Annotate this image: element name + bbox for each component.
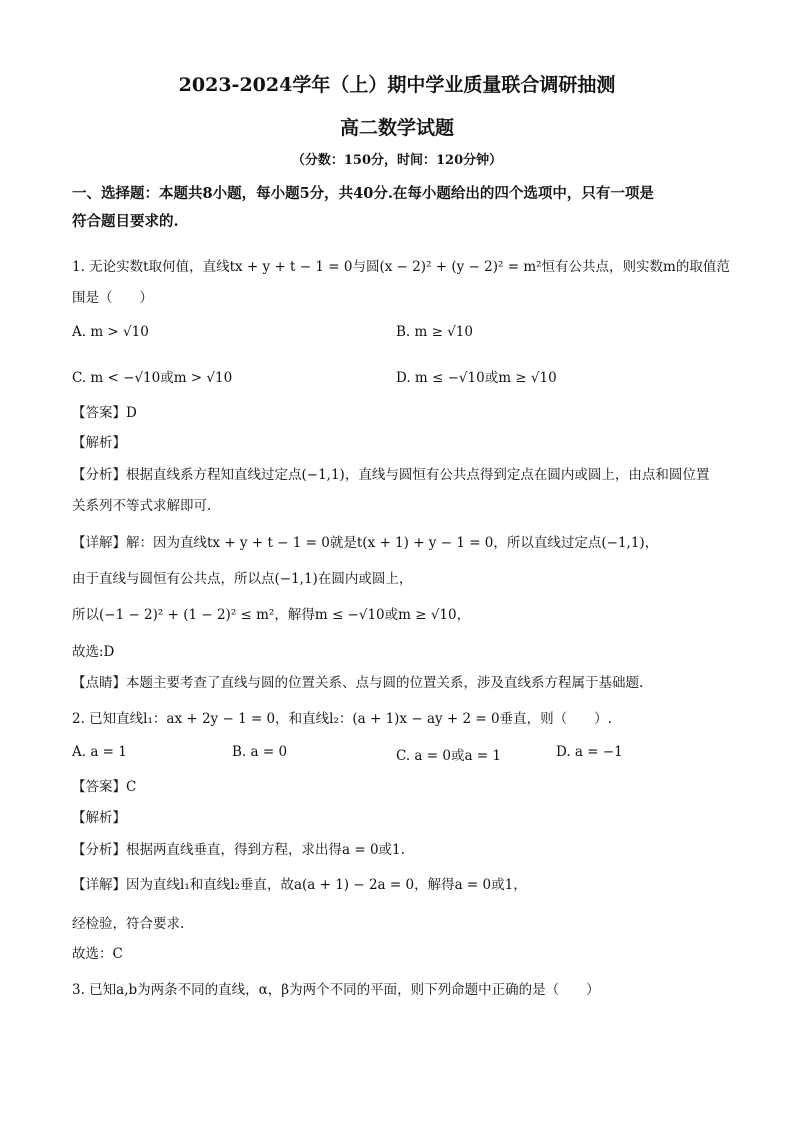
q1-option-c: C. m < −√10或m > √10 [72, 370, 233, 386]
q2-option-c: C. a = 0或a = 1 [396, 748, 501, 764]
q1-fenxi-line1: 【分析】根据直线系方程知直线过定点(−1,1)，直线与圆恒有公共点得到定点在圆内或圆上，由点和圆位置 [72, 467, 710, 483]
q1-analysis-label: 【解析】 [72, 435, 126, 451]
section-heading-line1: 一、选择题：本题共8小题，每小题5分，共40分.在每小题给出的四个选项中，只有一项是 [72, 185, 654, 202]
q1-choose: 故选:D [72, 644, 115, 660]
exam-subject: 高二数学试题 [339, 117, 454, 139]
q1-xiangjie-line3: 所以(−1 − 2)² + (1 − 2)² ≤ m²，解得m ≤ −√10或m ≥ √10， [72, 607, 471, 623]
q2-stem: 2. 已知直线l₁：ax + 2y − 1 = 0，和直线l₂：(a + 1)x − ay + 2 = 0垂直，则（ ）. [72, 711, 612, 727]
exam-info: （分数：150分，时间：120分钟） [291, 153, 503, 168]
q1-dianjing: 【点睛】本题主要考查了直线与圆的位置关系、点与圆的位置关系，涉及直线系方程属于基础题. [72, 675, 644, 691]
q2-option-a: A. a = 1 [72, 744, 127, 760]
q1-option-b: B. m ≥ √10 [396, 324, 473, 340]
q2-answer: 【答案】C [72, 779, 137, 795]
q1-xiangjie-line1: 【详解】解：因为直线tx + y + t − 1 = 0就是t(x + 1) + y − 1 = 0，所以直线过定点(−1,1)， [72, 535, 659, 551]
q1-stem-line2: 围是（ ） [72, 290, 153, 306]
q1-stem-line1: 1. 无论实数t取何值，直线tx + y + t − 1 = 0与圆(x − 2)² + (y − 2)² = m²恒有公共点，则实数m的取值范 [72, 259, 730, 275]
q2-option-d: D. a = −1 [556, 744, 623, 760]
q1-fenxi-line2: 关系列不等式求解即可. [72, 498, 212, 514]
q2-xiangjie: 【详解】因为直线l₁和直线l₂垂直，故a(a + 1) − 2a = 0，解得a = 0或1， [72, 877, 527, 893]
q3-stem: 3. 已知a,b为两条不同的直线，α，β为两个不同的平面，则下列命题中正确的是（ ） [72, 982, 600, 998]
q1-option-a: A. m > √10 [72, 324, 149, 340]
section-heading-line2: 符合题目要求的. [72, 213, 179, 230]
q2-choose: 故选：C [72, 946, 123, 962]
q2-check: 经检验，符合要求. [72, 916, 185, 932]
q1-option-d: D. m ≤ −√10或m ≥ √10 [396, 370, 557, 386]
q2-fenxi: 【分析】根据两直线垂直，得到方程，求出得a = 0或1. [72, 842, 405, 858]
exam-title: 2023-2024学年（上）期中学业质量联合调研抽测 [178, 74, 616, 96]
q1-xiangjie-line2: 由于直线与圆恒有公共点，所以点(−1,1)在圆内或圆上， [72, 571, 413, 587]
q2-option-b: B. a = 0 [232, 744, 288, 760]
q1-answer: 【答案】D [72, 405, 137, 421]
q2-analysis-label: 【解析】 [72, 810, 126, 826]
